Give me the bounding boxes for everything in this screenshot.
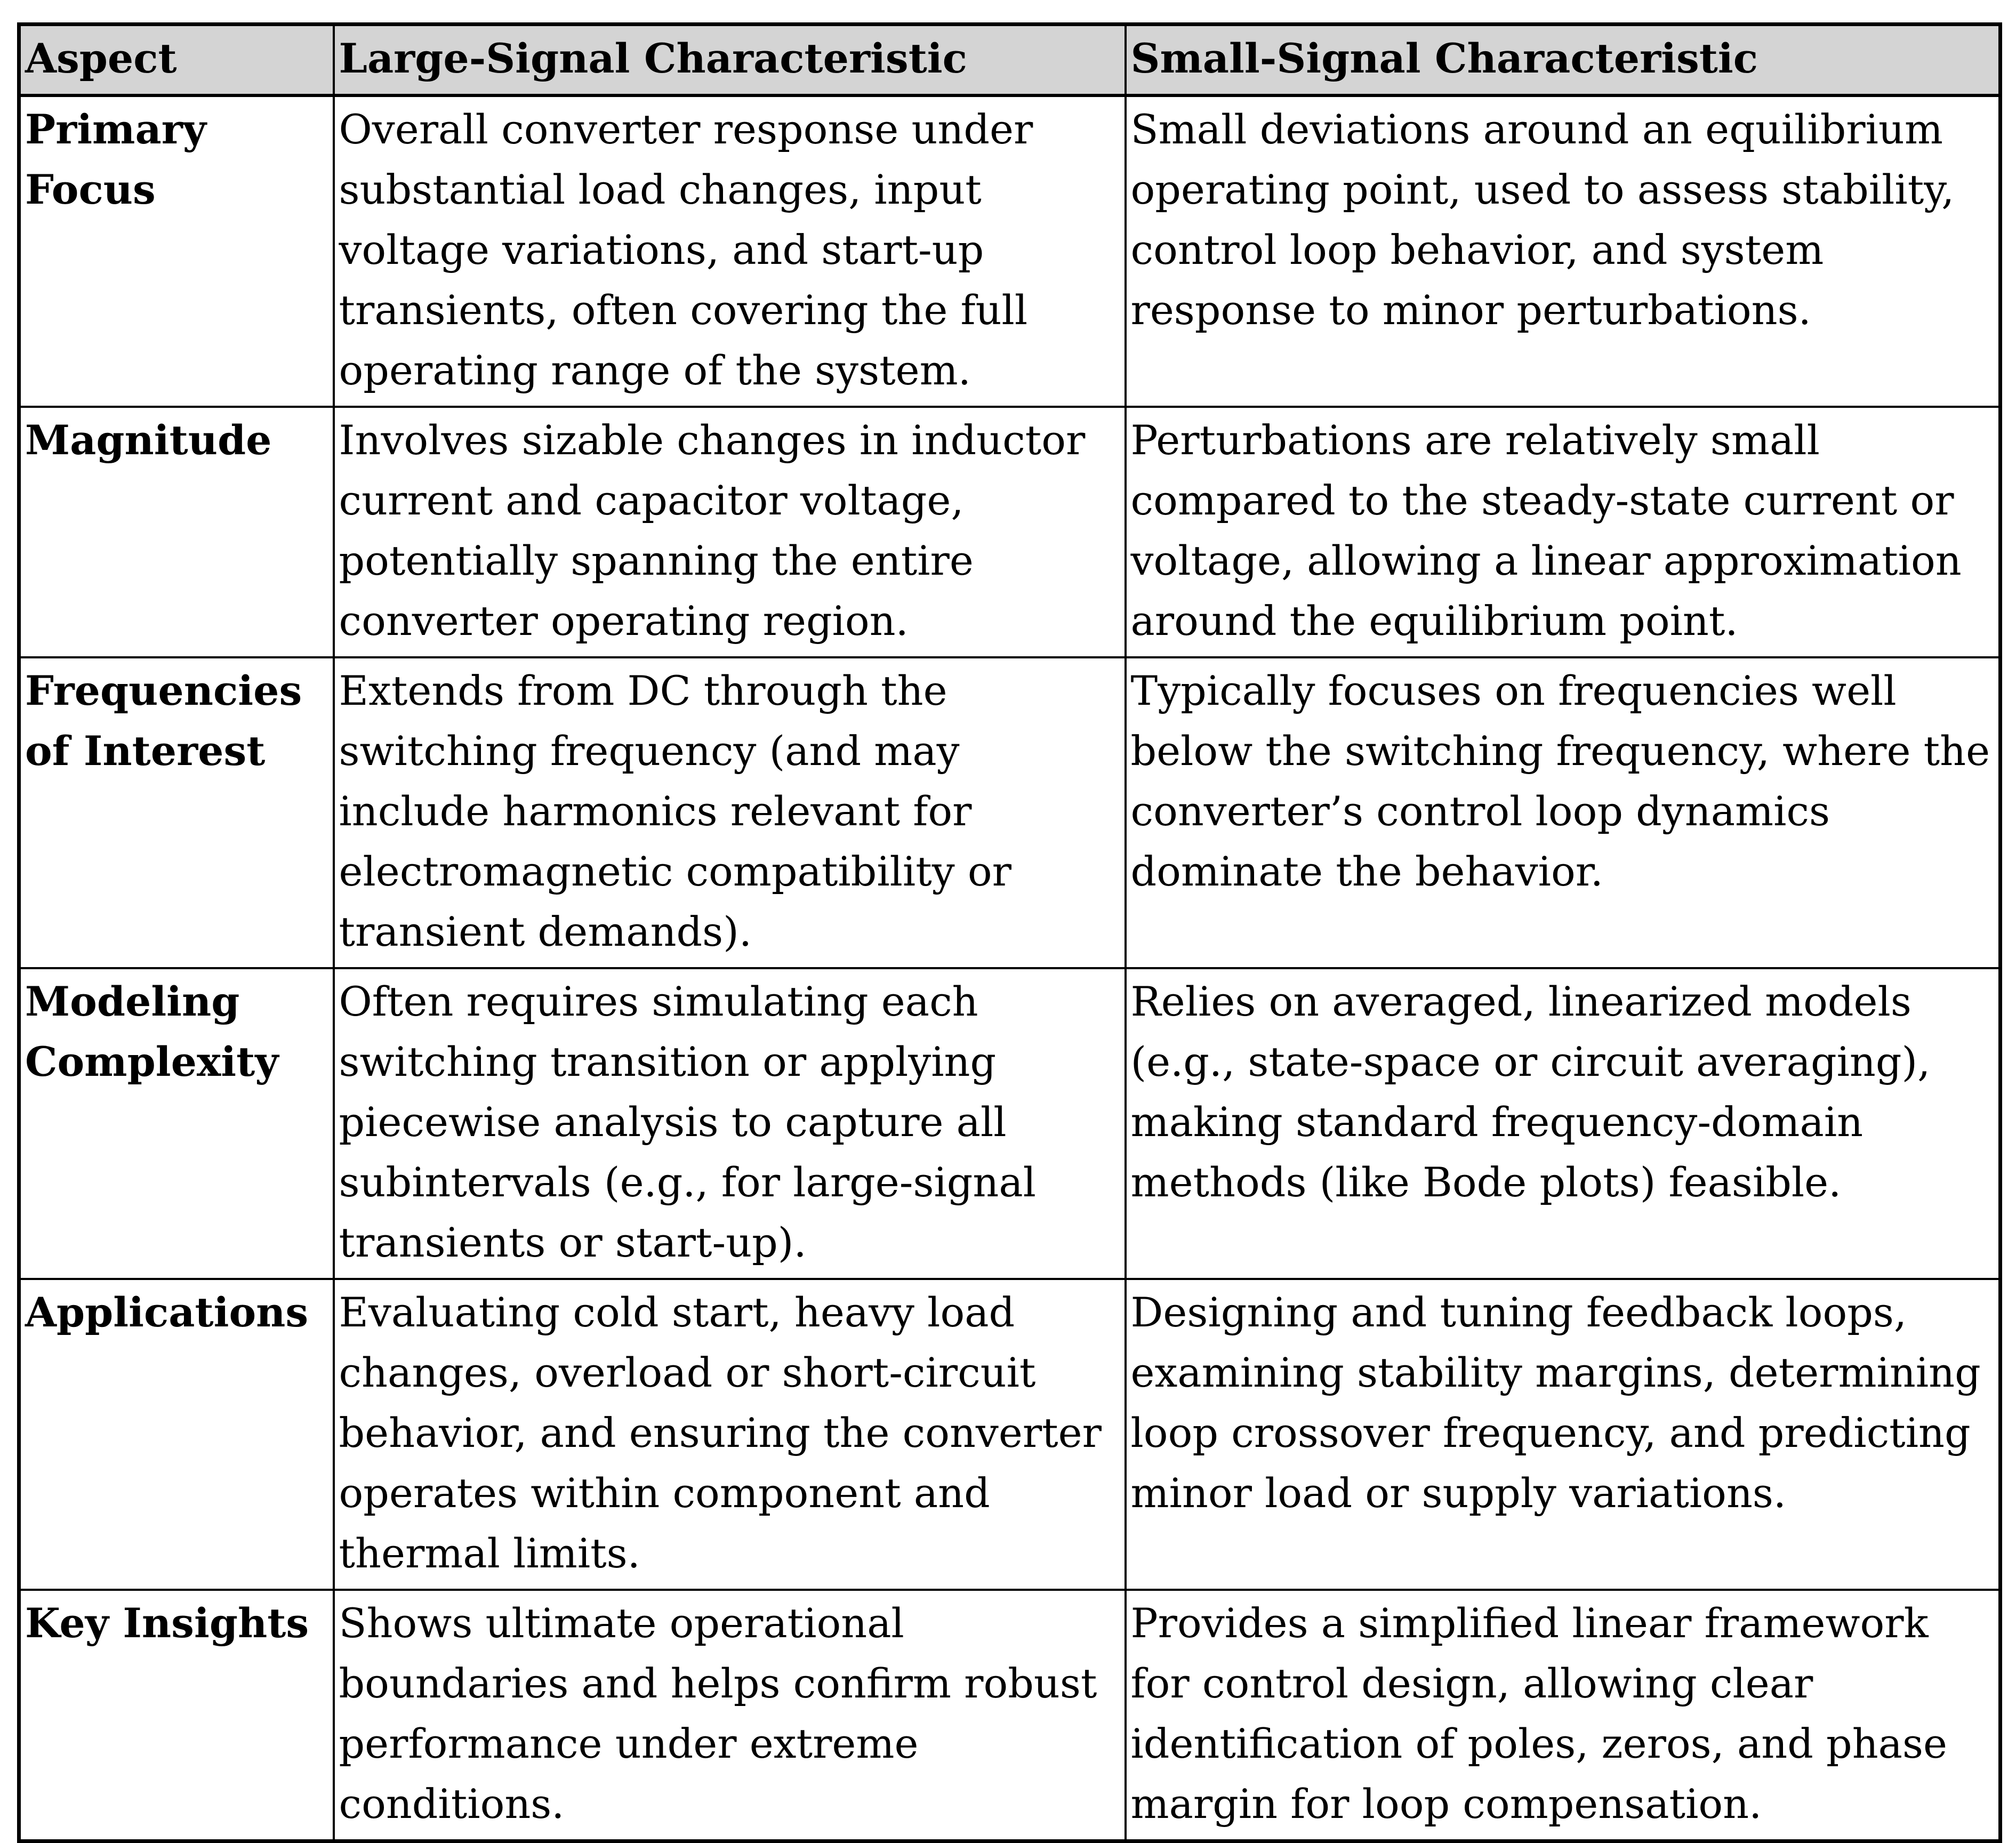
- large-signal-cell: Overall converter response under substantial load changes, input voltage variations, and start-up transients, often covering the full operating range of the system.: [334, 95, 1126, 407]
- table-row: [19, 657, 2001, 968]
- row-aspect-label: Modeling Complexity: [19, 968, 334, 1279]
- table-header-row: [19, 25, 2001, 96]
- table-row: [19, 407, 2001, 657]
- row-aspect-label: Primary Focus: [19, 95, 334, 407]
- table-row: [19, 968, 2001, 1279]
- row-aspect-label: Magnitude: [19, 407, 334, 657]
- comparison-table: [17, 22, 2002, 1843]
- small-signal-cell: Provides a simplified linear framework for control design, allowing clear identification of poles, zeros, and phase margin for loop compensation.: [1126, 1590, 2001, 1841]
- header-small-signal: Small-Signal Characteristic: [1126, 25, 2001, 96]
- large-signal-cell: Involves sizable changes in inductor current and capacitor voltage, potentially spanning the entire converter operating region.: [334, 407, 1126, 657]
- small-signal-cell: Typically focuses on frequencies well below the switching frequency, where the converter’s control loop dynamics dominate the behavior.: [1126, 657, 2001, 968]
- row-aspect-label: Frequencies of Interest: [19, 657, 334, 968]
- row-aspect-label: Key Insights: [19, 1590, 334, 1841]
- table-row: [19, 95, 2001, 407]
- large-signal-cell: Extends from DC through the switching frequency (and may include harmonics relevant for electromagnetic compatibility or transient demands).: [334, 657, 1126, 968]
- row-aspect-label: Applications: [19, 1279, 334, 1590]
- header-large-signal: Large-Signal Characteristic: [334, 25, 1126, 96]
- large-signal-cell: Evaluating cold start, heavy load changes, overload or short-circuit behavior, and ensuring the converter operates within component and thermal limits.: [334, 1279, 1126, 1590]
- table-row: [19, 1279, 2001, 1590]
- small-signal-cell: Perturbations are relatively small compared to the steady-state current or voltage, allowing a linear approximation around the equilibrium point.: [1126, 407, 2001, 657]
- large-signal-cell: Shows ultimate operational boundaries and helps confirm robust performance under extreme conditions.: [334, 1590, 1126, 1841]
- table-row: [19, 1590, 2001, 1841]
- large-signal-cell: Often requires simulating each switching transition or applying piecewise analysis to capture all subintervals (e.g., for large-signal transients or start-up).: [334, 968, 1126, 1279]
- header-aspect: Aspect: [19, 25, 334, 96]
- small-signal-cell: Designing and tuning feedback loops, examining stability margins, determining loop crossover frequency, and predicting minor load or supply variations.: [1126, 1279, 2001, 1590]
- small-signal-cell: Relies on averaged, linearized models (e.g., state-space or circuit averaging), making standard frequency-domain methods (like Bode plots) feasible.: [1126, 968, 2001, 1279]
- small-signal-cell: Small deviations around an equilibrium operating point, used to assess stability, control loop behavior, and system response to minor perturbations.: [1126, 95, 2001, 407]
